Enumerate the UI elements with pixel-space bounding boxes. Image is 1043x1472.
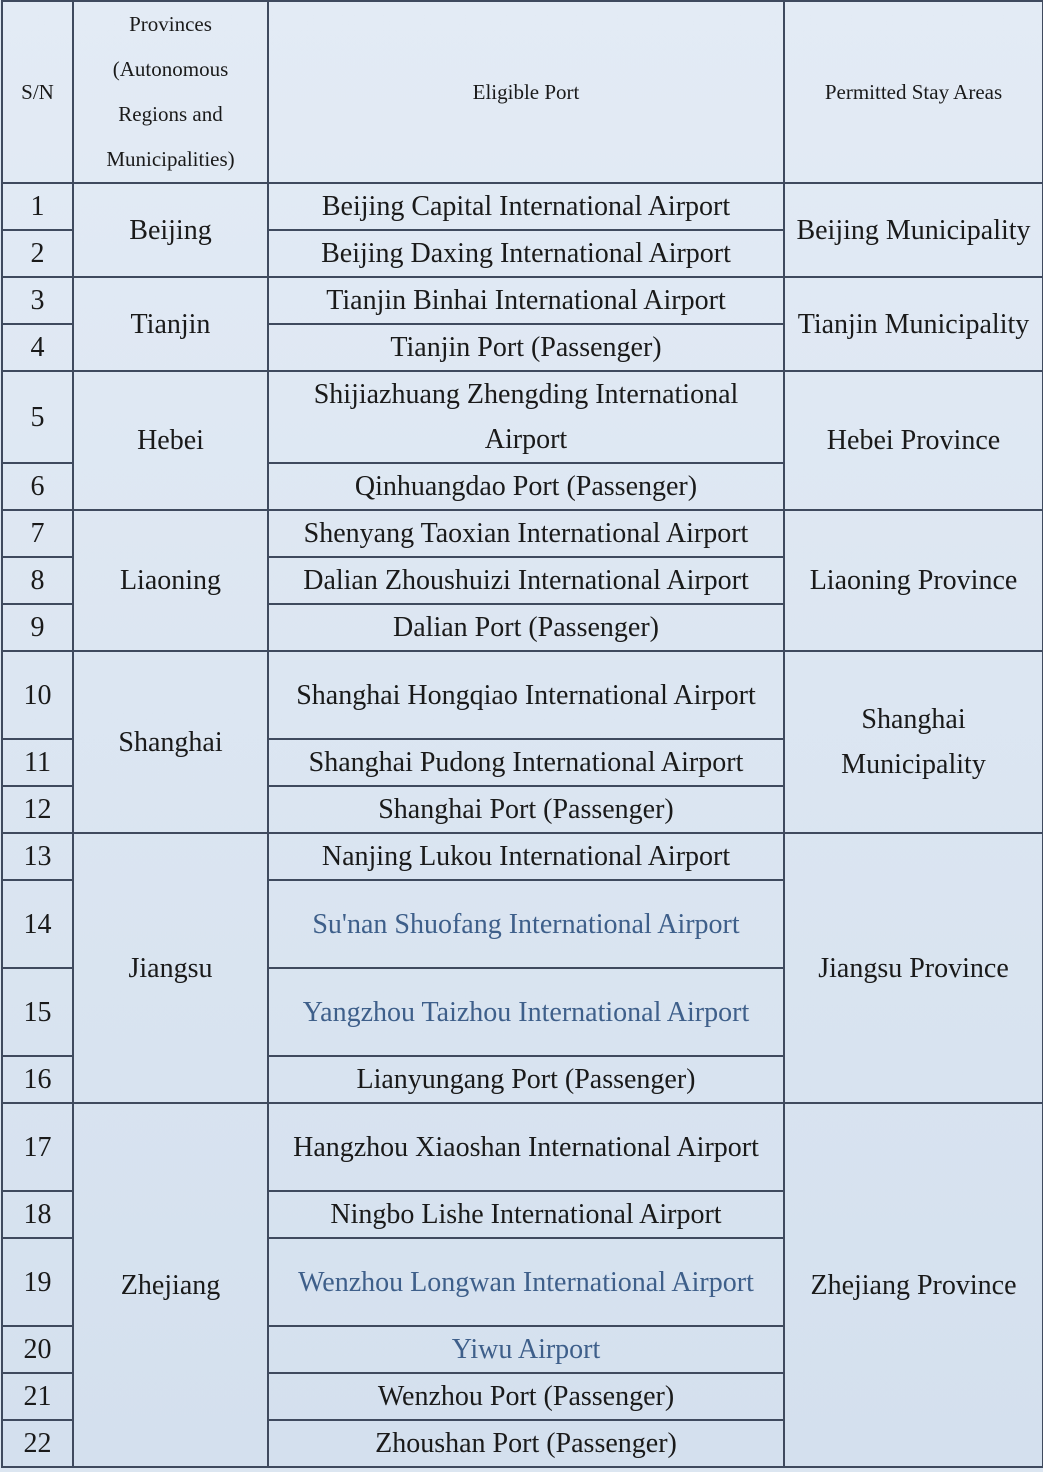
port-cell: Ningbo Lishe International Airport [268,1191,784,1238]
province-cell: Hebei [73,371,268,510]
port-cell-new: Yiwu Airport [268,1326,784,1373]
group-zhejiang [2,1103,1043,1467]
header-area: Permitted Stay Areas [784,1,1043,183]
sn-cell: 16 [2,1056,73,1103]
sn-cell: 17 [2,1103,73,1191]
port-cell: Shanghai Pudong International Airport [268,739,784,786]
port-cell: Nanjing Lukou International Airport [268,833,784,880]
area-cell: Hebei Province [784,371,1043,510]
sn-cell: 14 [2,880,73,968]
port-cell: Dalian Zhoushuizi International Airport [268,557,784,604]
table-row [2,183,1043,230]
table-row [2,371,1043,463]
port-cell: Dalian Port (Passenger) [268,604,784,651]
sn-cell: 1 [2,183,73,230]
province-cell: Shanghai [73,651,268,833]
header-port: Eligible Port [268,1,784,183]
table-row [2,277,1043,324]
port-cell: Zhoushan Port (Passenger) [268,1420,784,1467]
header-sn: S/N [2,1,73,183]
port-cell: Qinhuangdao Port (Passenger) [268,463,784,510]
port-cell: Beijing Daxing International Airport [268,230,784,277]
sn-cell: 19 [2,1238,73,1326]
port-cell: Tianjin Port (Passenger) [268,324,784,371]
port-cell: Hangzhou Xiaoshan International Airport [268,1103,784,1191]
port-cell: Shanghai Hongqiao International Airport [268,651,784,739]
sn-cell: 8 [2,557,73,604]
sn-cell: 21 [2,1373,73,1420]
sn-cell: 18 [2,1191,73,1238]
province-cell: Liaoning [73,510,268,651]
port-cell: Lianyungang Port (Passenger) [268,1056,784,1103]
sn-cell: 6 [2,463,73,510]
area-cell: Beijing Municipality [784,183,1043,277]
sn-cell: 15 [2,968,73,1056]
port-cell: Shanghai Port (Passenger) [268,786,784,833]
group-jiangsu [2,833,1043,1103]
area-cell: Tianjin Municipality [784,277,1043,371]
port-cell: Shijiazhuang Zhengding International Airport [268,371,784,463]
table-row [2,1103,1043,1191]
province-cell: Tianjin [73,277,268,371]
table-row [2,833,1043,880]
group-hebei [2,371,1043,510]
port-cell: Tianjin Binhai International Airport [268,277,784,324]
area-cell: Zhejiang Province [784,1103,1043,1467]
sn-cell: 11 [2,739,73,786]
sn-cell: 20 [2,1326,73,1373]
province-cell: Beijing [73,183,268,277]
ports-table [1,0,1043,1468]
sn-cell: 7 [2,510,73,557]
table-row [2,651,1043,739]
sn-cell: 22 [2,1420,73,1467]
group-tianjin [2,277,1043,371]
port-cell: Shenyang Taoxian International Airport [268,510,784,557]
sn-cell: 13 [2,833,73,880]
sn-cell: 5 [2,371,73,463]
sn-cell: 12 [2,786,73,833]
port-cell-new: Wenzhou Longwan International Airport [268,1238,784,1326]
port-cell-new: Yangzhou Taizhou International Airport [268,968,784,1056]
group-shanghai [2,651,1043,833]
group-beijing [2,183,1043,277]
port-cell: Beijing Capital International Airport [268,183,784,230]
province-cell: Jiangsu [73,833,268,1103]
sn-cell: 4 [2,324,73,371]
sn-cell: 2 [2,230,73,277]
header-row [2,1,1043,183]
table-row [2,510,1043,557]
header-province: Provinces (Autonomous Regions and Municipalities) [73,1,268,183]
province-cell: Zhejiang [73,1103,268,1467]
sn-cell: 9 [2,604,73,651]
port-cell: Wenzhou Port (Passenger) [268,1373,784,1420]
area-cell: Jiangsu Province [784,833,1043,1103]
area-cell: Liaoning Province [784,510,1043,651]
sn-cell: 10 [2,651,73,739]
port-cell-new: Su'nan Shuofang International Airport [268,880,784,968]
sn-cell: 3 [2,277,73,324]
group-liaoning [2,510,1043,651]
area-cell: Shanghai Municipality [784,651,1043,833]
